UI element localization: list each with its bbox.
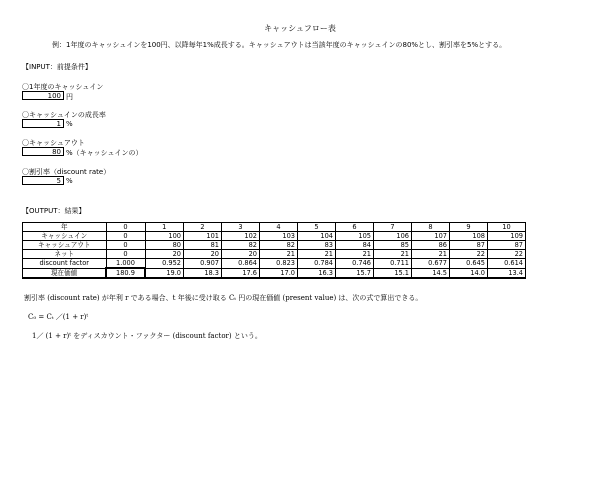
table-cell[interactable]: 22 xyxy=(488,250,526,259)
row-label-cell[interactable]: 現在価値 xyxy=(23,268,107,278)
row-label-cell[interactable]: discount factor xyxy=(23,259,107,269)
table-cell[interactable]: 108 xyxy=(450,232,488,241)
table-cell[interactable]: 0.823 xyxy=(260,259,298,269)
table-cell[interactable]: 82 xyxy=(260,241,298,250)
cash-in-row xyxy=(23,232,526,241)
discount-unit: % xyxy=(66,177,73,185)
table-cell[interactable]: 0.952 xyxy=(145,259,184,269)
year-cell[interactable]: 9 xyxy=(450,223,488,232)
table-cell[interactable]: 0.645 xyxy=(450,259,488,269)
table-cell[interactable]: 0 xyxy=(106,241,145,250)
year-cell[interactable]: 8 xyxy=(412,223,450,232)
table-cell[interactable]: 0.746 xyxy=(336,259,374,269)
table-cell[interactable]: 22 xyxy=(450,250,488,259)
table-cell[interactable]: 15.1 xyxy=(374,268,412,278)
table-cell[interactable]: 83 xyxy=(298,241,336,250)
table-cell[interactable]: 21 xyxy=(336,250,374,259)
table-cell[interactable]: 0.907 xyxy=(184,259,222,269)
table-cell[interactable]: 102 xyxy=(222,232,260,241)
table-cell[interactable]: 107 xyxy=(412,232,450,241)
cashflow-table xyxy=(22,222,526,279)
discount-input[interactable]: 5 xyxy=(22,176,64,185)
year-cell[interactable]: 7 xyxy=(374,223,412,232)
cash-out-row xyxy=(23,241,526,250)
table-cell[interactable]: 85 xyxy=(374,241,412,250)
note-line-2: 1／ (1 + r)ᵗ をディスカウント・ファクター (discount factor) という。 xyxy=(32,332,262,340)
table-cell[interactable]: 21 xyxy=(412,250,450,259)
table-cell[interactable]: 15.7 xyxy=(336,268,374,278)
table-cell[interactable]: 109 xyxy=(488,232,526,241)
cash-in-unit: 円 xyxy=(66,93,73,101)
input-heading: 【INPUT：前提条件】 xyxy=(22,63,92,71)
formula: C₀ = Cₜ ／(1 + r)ᵗ xyxy=(28,313,89,321)
row-label-cell[interactable]: キャッシュイン xyxy=(23,232,107,241)
cash-in-label: 〇1年度のキャッシュイン xyxy=(22,83,104,91)
year-cell[interactable]: 6 xyxy=(336,223,374,232)
table-cell[interactable]: 87 xyxy=(450,241,488,250)
table-cell[interactable]: 21 xyxy=(298,250,336,259)
present-value-row xyxy=(23,268,526,278)
table-cell[interactable]: 101 xyxy=(184,232,222,241)
selected-cell[interactable]: 180.9 xyxy=(106,268,145,278)
table-cell[interactable]: 0.614 xyxy=(488,259,526,269)
table-cell[interactable]: 0.711 xyxy=(374,259,412,269)
row-label-cell[interactable]: キャッシュアウト xyxy=(23,241,107,250)
discount-label: 〇割引率（discount rate） xyxy=(22,168,111,176)
growth-unit: % xyxy=(66,120,73,128)
table-cell[interactable]: 106 xyxy=(374,232,412,241)
table-cell[interactable]: 17.0 xyxy=(260,268,298,278)
table-cell[interactable]: 18.3 xyxy=(184,268,222,278)
example-text: 例：1年度のキャッシュインを100円、以降毎年1%成長する。キャッシュアウトは当該年度のキャッシュインの80%とし、割引率を5%とする。 xyxy=(52,41,507,49)
cash-out-unit: %（キャッシュインの） xyxy=(66,149,143,157)
table-cell[interactable]: 81 xyxy=(184,241,222,250)
cash-in-input[interactable]: 100 xyxy=(22,91,64,100)
table-cell[interactable]: 0.864 xyxy=(222,259,260,269)
table-cell[interactable]: 13.4 xyxy=(488,268,526,278)
header-label-cell[interactable]: 年 xyxy=(23,223,107,232)
table-cell[interactable]: 20 xyxy=(145,250,184,259)
table-cell[interactable]: 0.677 xyxy=(412,259,450,269)
table-cell[interactable]: 21 xyxy=(260,250,298,259)
sheet-title: キャッシュフロー表 xyxy=(264,24,336,33)
table-cell[interactable]: 0.784 xyxy=(298,259,336,269)
header-row xyxy=(23,223,526,232)
table-cell[interactable]: 14.0 xyxy=(450,268,488,278)
table-cell[interactable]: 86 xyxy=(412,241,450,250)
year-cell[interactable]: 4 xyxy=(260,223,298,232)
growth-label: 〇キャッシュインの成長率 xyxy=(22,111,106,119)
table-cell[interactable]: 16.3 xyxy=(298,268,336,278)
table-cell[interactable]: 84 xyxy=(336,241,374,250)
table-cell[interactable]: 104 xyxy=(298,232,336,241)
table-cell[interactable]: 20 xyxy=(184,250,222,259)
table-cell[interactable]: 0 xyxy=(106,232,145,241)
note-line-1: 割引率 (discount rate) が年利 r である場合、t 年後に受け取る Cₜ 円の現在価値 (present value) は、次の式で算出できる。 xyxy=(24,294,423,302)
year-cell[interactable]: 1 xyxy=(145,223,184,232)
table-cell[interactable]: 17.6 xyxy=(222,268,260,278)
net-row xyxy=(23,250,526,259)
cash-out-label: 〇キャッシュアウト xyxy=(22,139,85,147)
table-cell[interactable]: 20 xyxy=(222,250,260,259)
year-cell[interactable]: 2 xyxy=(184,223,222,232)
table-cell[interactable]: 80 xyxy=(145,241,184,250)
growth-input[interactable]: 1 xyxy=(22,119,64,128)
year-cell[interactable]: 0 xyxy=(106,223,145,232)
table-cell[interactable]: 87 xyxy=(488,241,526,250)
table-cell[interactable]: 82 xyxy=(222,241,260,250)
table-cell[interactable]: 0 xyxy=(106,250,145,259)
row-label-cell[interactable]: ネット xyxy=(23,250,107,259)
table-cell[interactable]: 105 xyxy=(336,232,374,241)
table-cell[interactable]: 103 xyxy=(260,232,298,241)
table-cell[interactable]: 14.5 xyxy=(412,268,450,278)
discount-factor-row xyxy=(23,259,526,269)
table-cell[interactable]: 100 xyxy=(145,232,184,241)
output-heading: 【OUTPUT：結果】 xyxy=(22,207,86,215)
year-cell[interactable]: 10 xyxy=(488,223,526,232)
table-cell[interactable]: 1.000 xyxy=(106,259,145,269)
table-cell[interactable]: 19.0 xyxy=(145,268,184,278)
year-cell[interactable]: 3 xyxy=(222,223,260,232)
year-cell[interactable]: 5 xyxy=(298,223,336,232)
table-cell[interactable]: 21 xyxy=(374,250,412,259)
cash-out-input[interactable]: 80 xyxy=(22,147,64,156)
